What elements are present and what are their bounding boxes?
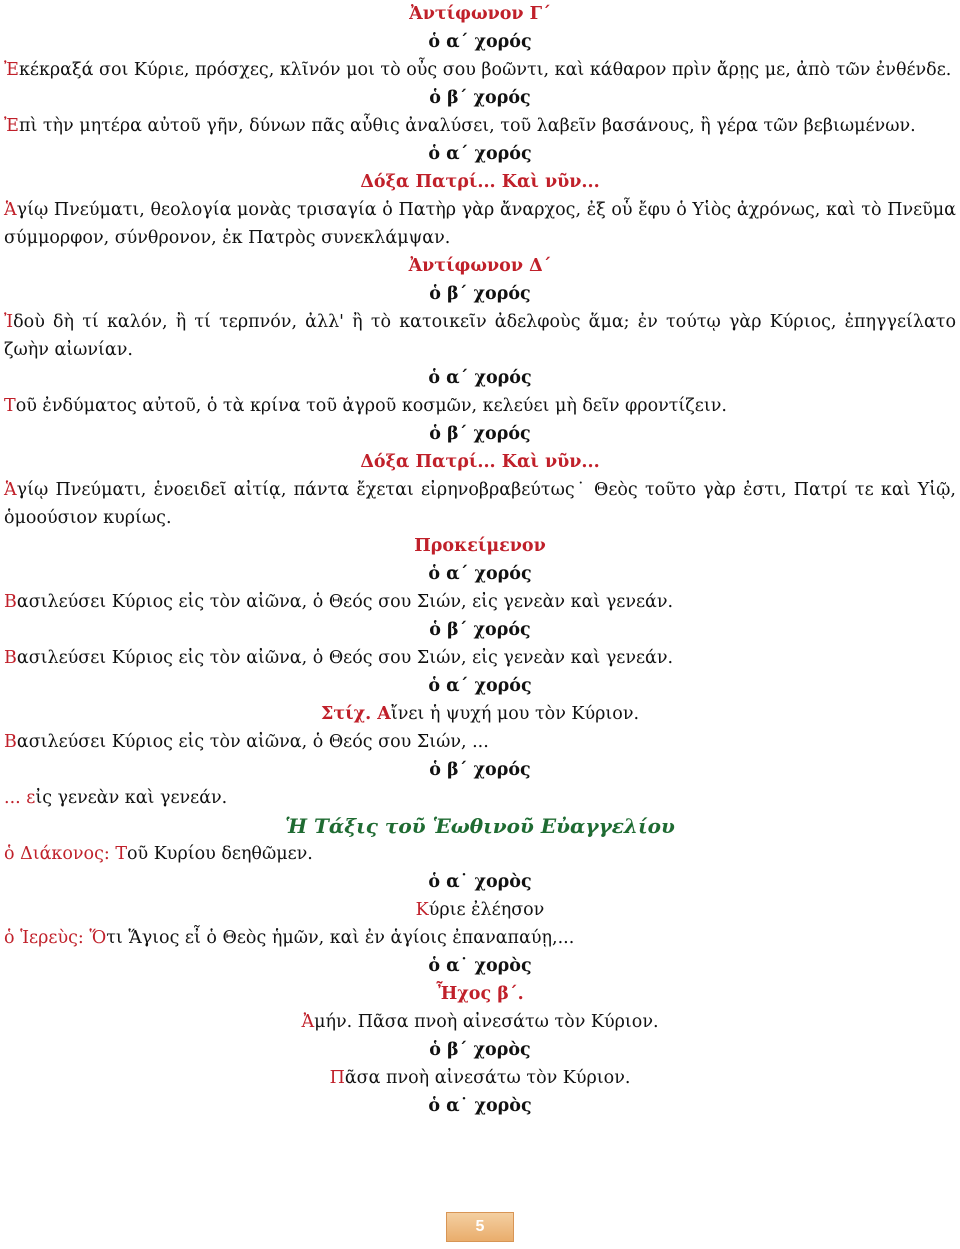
hymn-verse	[4, 840, 956, 868]
verse-text: ασιλεύσει Κύριος εἰς τὸν αἰῶνα, ὁ Θεός σου Σιών, εἰς γενεὰν καὶ γενεάν.	[16, 592, 674, 612]
section-heading: Δόξα Πατρί... Καὶ νῦν...	[360, 452, 600, 472]
verse-text: κέκραξά σοι Κύριε, πρόσχες, κλῖνόν μοι τὸ οὖς σου βοῶντι, καὶ κάθαρον πρὶν ἄρῃς με, ἀπὸ τῶν ἐνθένδε.	[18, 60, 952, 80]
hymn-verse	[4, 196, 956, 252]
hymn-verse	[4, 476, 956, 532]
section-heading: Ἀντίφωνον Γ΄	[409, 4, 551, 24]
initial-letter: Β	[4, 592, 17, 612]
choir-label: ὁ α΄ χορός	[428, 32, 532, 52]
choir-label: ὁ β΄ χορός	[429, 284, 531, 304]
hymn-verse	[4, 588, 956, 616]
choir-label: ὁ β΄ χορός	[429, 88, 531, 108]
verse-text: οῦ Κυρίου δεηθῶμεν.	[127, 844, 313, 864]
verse-text: γίῳ Πνεύματι, ἑνοειδεῖ αἰτίᾳ, πάντα ἔχεται εἰρηνοβραβεύτως˙ Θεὸς τοῦτο γὰρ ἐστι, Πατρί τε καὶ Υἱῷ, ὁμοούσιον κυρίως.	[4, 480, 956, 528]
initial-letter: Π	[329, 1068, 345, 1088]
choir-label: ὁ α˙ χορὸς	[428, 1096, 532, 1116]
verse-text: ᾶσα πνοὴ αἰνεσάτω τὸν Κύριον.	[344, 1068, 631, 1088]
hymn-verse	[4, 728, 956, 756]
initial-letter: ὁ Διάκονος: Τ	[4, 844, 127, 864]
choir-label: ὁ α˙ χορὸς	[428, 956, 532, 976]
hymn-verse	[4, 392, 956, 420]
initial-letter: ὁ Ἱερεὺς: Ὅ	[4, 928, 107, 948]
hymn-verse	[4, 644, 956, 672]
initial-letter: Ἁ	[4, 200, 17, 220]
verse-text: ασιλεύσει Κύριος εἰς τὸν αἰῶνα, ὁ Θεός σου Σιών, ...	[16, 732, 489, 752]
section-heading: Ἦχος β΄.	[436, 984, 524, 1004]
choir-label: ὁ α˙ χορὸς	[428, 872, 532, 892]
verse-text: δοὺ δὴ τί καλόν, ἢ τί τερπνόν, ἀλλ' ἢ τὸ κατοικεῖν ἀδελφοὺς ἅμα; ἐν τούτῳ γὰρ Κύριος, ἐπηγγείλατο ζωὴν αἰωνίαν.	[4, 312, 956, 360]
verse-text: ύριε ἐλέησον	[428, 900, 545, 920]
verse-text: ασιλεύσει Κύριος εἰς τὸν αἰῶνα, ὁ Θεός σου Σιών, εἰς γενεὰν καὶ γενεάν.	[16, 648, 674, 668]
section-heading: Δόξα Πατρί... Καὶ νῦν...	[360, 172, 600, 192]
choir-label: ὁ β΄ χορός	[429, 620, 531, 640]
choir-label: ὁ α΄ χορός	[428, 564, 532, 584]
verse-text: πὶ τὴν μητέρα αὐτοῦ γῆν, δύνων πᾶς αὖθις ἀναλύσει, τοῦ λαβεῖν βασάνους, ἢ γέρα τῶν βεβιωμένων.	[18, 116, 916, 136]
choir-label: ὁ β΄ χορὸς	[429, 1040, 531, 1060]
verse-text: τι Ἅγιος εἶ ὁ Θεὸς ἡμῶν, καὶ ἐν ἁγίοις ἐπαναπαύῃ,...	[106, 928, 575, 948]
page-number-badge: 5	[446, 1212, 514, 1242]
initial-letter: Ἀ	[301, 1012, 315, 1032]
initial-letter: Στίχ. Α	[320, 704, 391, 724]
choir-label: ὁ α΄ χορός	[428, 676, 532, 696]
choir-label: ὁ β΄ χορός	[429, 424, 531, 444]
section-heading: Ἀντίφωνον Δ΄	[408, 256, 552, 276]
choir-label: ὁ α΄ χορός	[428, 144, 532, 164]
gospel-order-title: Ἡ Τάξις τοῦ Ἑωθινοῦ Εὐαγγελίου	[285, 814, 675, 838]
section-heading: Προκείμενον	[414, 536, 546, 556]
verse-text: ἴνει ἡ ψυχή μου τὸν Κύριον.	[390, 704, 640, 724]
verse-text: γίῳ Πνεύματι, θεολογία μονὰς τρισαγία ὁ Πατὴρ γὰρ ἄναρχος, ἐξ οὗ ἔφυ ὁ Υἱὸς ἀχρόνως, καὶ τὸ Πνεῦμα σύμμορφον, σύνθρονον, ἐκ Πατρὸς συνεκλάμψαν.	[4, 200, 956, 248]
centered-verse	[4, 896, 956, 924]
initial-letter: Ἐ	[4, 116, 19, 136]
choir-label: ὁ α΄ χορός	[428, 368, 532, 388]
hymn-verse	[4, 924, 956, 952]
verse-text: οῦ ἐνδύματος αὐτοῦ, ὁ τὰ κρίνα τοῦ ἀγροῦ κοσμῶν, κελεύει μὴ δεῖν φροντίζειν.	[15, 396, 727, 416]
initial-letter: Ἰ	[4, 312, 14, 332]
verse-text: μήν. Πᾶσα πνοὴ αἰνεσάτω τὸν Κύριον.	[314, 1012, 659, 1032]
initial-letter: Β	[4, 648, 17, 668]
centered-verse	[4, 1064, 956, 1092]
hymn-verse	[4, 784, 956, 812]
initial-letter: Β	[4, 732, 17, 752]
choir-label: ὁ β΄ χορός	[429, 760, 531, 780]
centered-verse	[4, 1008, 956, 1036]
initial-letter: ... ε	[4, 788, 36, 808]
hymn-verse	[4, 56, 956, 84]
hymn-verse	[4, 308, 956, 364]
initial-letter: Ἐ	[4, 60, 19, 80]
initial-letter: Κ	[415, 900, 429, 920]
centered-verse	[4, 700, 956, 728]
initial-letter: Ἁ	[4, 480, 17, 500]
initial-letter: Τ	[4, 396, 16, 416]
verse-text: ἰς γενεὰν καὶ γενεάν.	[35, 788, 228, 808]
hymn-verse	[4, 112, 956, 140]
